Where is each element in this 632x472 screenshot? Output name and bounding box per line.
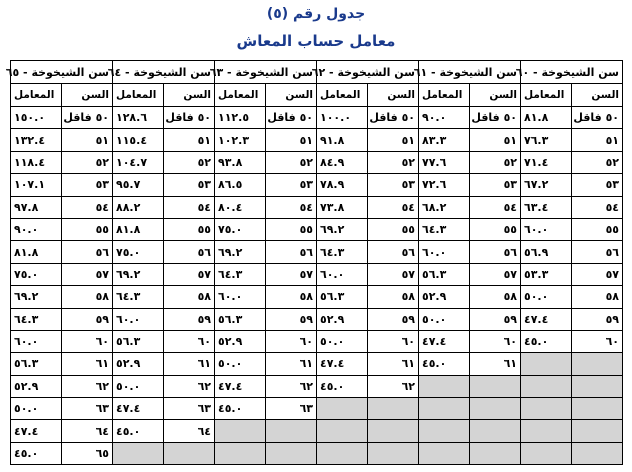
empty-cell (419, 442, 470, 464)
age-cell: ٥٧ (572, 263, 623, 285)
age-cell: ٥٠ فاقل (368, 107, 419, 129)
empty-cell (215, 442, 266, 464)
factor-cell: ٩٠.٠ (419, 107, 470, 129)
age-cell: ٥٨ (164, 286, 215, 308)
table-body (11, 107, 623, 465)
factor-cell: ٦٤.٣ (11, 308, 62, 330)
age-cell: ٥٧ (470, 263, 521, 285)
factor-cell: ٤٧.٤ (419, 330, 470, 352)
factor-cell: ٤٧.٤ (521, 308, 572, 330)
age-cell: ٥٨ (572, 286, 623, 308)
factor-cell: ١٠٤.٧ (113, 151, 164, 173)
age-cell: ٦٢ (266, 375, 317, 397)
factor-cell: ٧٨.٩ (317, 174, 368, 196)
age-cell: ٦٤ (62, 420, 113, 442)
factor-cell: ٤٧.٤ (317, 353, 368, 375)
age-cell: ٥٨ (266, 286, 317, 308)
factor-cell: ٤٧.٤ (215, 375, 266, 397)
age-cell: ٥٥ (164, 218, 215, 240)
empty-cell (572, 353, 623, 375)
age-cell: ٥٣ (164, 174, 215, 196)
factor-cell: ٦٠.٠ (317, 263, 368, 285)
table-row (11, 129, 623, 151)
age-cell: ٥٢ (164, 151, 215, 173)
factor-cell: ٥٦.٣ (317, 286, 368, 308)
table-row (11, 353, 623, 375)
empty-cell (113, 442, 164, 464)
factor-cell: ٧٥.٠ (11, 263, 62, 285)
age-column-header: السن (266, 84, 317, 107)
factor-cell: ٥٣.٣ (521, 263, 572, 285)
age-cell: ٥٧ (266, 263, 317, 285)
factor-cell: ٥٦.٩ (521, 241, 572, 263)
factor-cell: ٦٠.٠ (419, 241, 470, 263)
empty-cell (470, 442, 521, 464)
factor-cell: ٨٣.٣ (419, 129, 470, 151)
age-cell: ٥٢ (470, 151, 521, 173)
factor-column-header: المعامل (215, 84, 266, 107)
age-cell: ٥١ (368, 129, 419, 151)
factor-cell: ٦٩.٢ (215, 241, 266, 263)
factor-cell: ١١٥.٤ (113, 129, 164, 151)
factor-cell: ٥٦.٣ (113, 330, 164, 352)
factor-cell: ٤٥.٠ (215, 398, 266, 420)
factor-cell: ٦٤.٣ (419, 218, 470, 240)
age-cell: ٦٣ (266, 398, 317, 420)
retirement-age-group-header: سن الشيخوخة - ٦٤ (113, 61, 215, 84)
empty-cell (317, 398, 368, 420)
factor-cell: ٥٢.٩ (419, 286, 470, 308)
table-row (11, 375, 623, 397)
factor-cell: ٦٧.٢ (521, 174, 572, 196)
factor-cell: ٩٧.٨ (11, 196, 62, 218)
empty-cell (572, 375, 623, 397)
empty-cell (266, 442, 317, 464)
factor-cell: ٥٦.٣ (11, 353, 62, 375)
factor-cell: ٤٧.٤ (11, 420, 62, 442)
factor-cell: ٨٤.٩ (317, 151, 368, 173)
factor-cell: ٦٠.٠ (215, 286, 266, 308)
age-cell: ٥٤ (470, 196, 521, 218)
factor-cell: ٦٩.٢ (317, 218, 368, 240)
age-cell: ٦٠ (470, 330, 521, 352)
table-row (11, 151, 623, 173)
age-cell: ٥٢ (572, 151, 623, 173)
age-cell: ٥٤ (164, 196, 215, 218)
factor-cell: ١٠٠.٠ (317, 107, 368, 129)
retirement-age-group-header: سن الشيخوخة - ٦٠ (521, 61, 623, 84)
age-cell: ٥٩ (368, 308, 419, 330)
factor-cell: ٧٥.٠ (113, 241, 164, 263)
age-cell: ٥٦ (470, 241, 521, 263)
table-row (11, 308, 623, 330)
empty-cell (470, 375, 521, 397)
age-cell: ٥٩ (470, 308, 521, 330)
age-cell: ٥١ (62, 129, 113, 151)
age-cell: ٥٦ (368, 241, 419, 263)
empty-cell (521, 420, 572, 442)
age-cell: ٥٢ (62, 151, 113, 173)
factor-cell: ١٣٢.٤ (11, 129, 62, 151)
empty-cell (572, 420, 623, 442)
factor-cell: ٨٠.٤ (215, 196, 266, 218)
age-cell: ٥٠ فاقل (62, 107, 113, 129)
table-row (11, 420, 623, 442)
factor-cell: ٥٠.٠ (521, 286, 572, 308)
age-column-header: السن (62, 84, 113, 107)
age-cell: ٦١ (470, 353, 521, 375)
factor-cell: ٤٥.٠ (11, 442, 62, 464)
factor-cell: ٤٧.٤ (113, 398, 164, 420)
factor-cell: ٧٣.٨ (317, 196, 368, 218)
age-cell: ٦٠ (164, 330, 215, 352)
age-cell: ٥٦ (266, 241, 317, 263)
table-caption: معامل حساب المعاش (236, 32, 396, 50)
age-cell: ٥٦ (164, 241, 215, 263)
factor-cell: ٨١.٨ (11, 241, 62, 263)
factor-cell: ٩٣.٨ (215, 151, 266, 173)
factor-cell: ٧٦.٣ (521, 129, 572, 151)
factor-cell: ٩١.٨ (317, 129, 368, 151)
factor-column-header: المعامل (317, 84, 368, 107)
factor-column-header: المعامل (419, 84, 470, 107)
factor-cell: ١٠٢.٣ (215, 129, 266, 151)
age-cell: ٥١ (572, 129, 623, 151)
table-row (11, 398, 623, 420)
group-header-row (11, 61, 623, 84)
age-cell: ٦٠ (62, 330, 113, 352)
factor-cell: ٦٠.٠ (113, 308, 164, 330)
factor-cell: ٥٠.٠ (113, 375, 164, 397)
age-cell: ٥٠ فاقل (572, 107, 623, 129)
age-cell: ٦١ (368, 353, 419, 375)
age-cell: ٦٣ (62, 398, 113, 420)
factor-cell: ٩٥.٧ (113, 174, 164, 196)
age-cell: ٥٥ (62, 218, 113, 240)
age-column-header: السن (368, 84, 419, 107)
factor-cell: ١٠٧.١ (11, 174, 62, 196)
empty-cell (368, 442, 419, 464)
age-cell: ٥٥ (572, 218, 623, 240)
factor-cell: ٥٢.٩ (317, 308, 368, 330)
factor-cell: ٤٥.٠ (521, 330, 572, 352)
age-cell: ٦٠ (368, 330, 419, 352)
age-cell: ٥١ (266, 129, 317, 151)
factor-cell: ١٢٨.٦ (113, 107, 164, 129)
factor-cell: ٧٢.٦ (419, 174, 470, 196)
age-cell: ٥٠ فاقل (164, 107, 215, 129)
age-cell: ٥٠ فاقل (266, 107, 317, 129)
retirement-age-group-header: سن الشيخوخة - ٦٢ (317, 61, 419, 84)
empty-cell (572, 442, 623, 464)
factor-cell: ٤٥.٠ (317, 375, 368, 397)
factor-cell: ٩٠.٠ (11, 218, 62, 240)
factor-cell: ٦٤.٣ (215, 263, 266, 285)
empty-cell (368, 398, 419, 420)
age-cell: ٥١ (164, 129, 215, 151)
column-header-row (11, 84, 623, 107)
factor-cell: ٥٦.٣ (419, 263, 470, 285)
age-cell: ٦٢ (368, 375, 419, 397)
empty-cell (317, 420, 368, 442)
age-cell: ٥٦ (572, 241, 623, 263)
factor-cell: ٥٦.٣ (215, 308, 266, 330)
factor-cell: ٦٤.٣ (113, 286, 164, 308)
age-cell: ٦٠ (572, 330, 623, 352)
empty-cell (521, 442, 572, 464)
age-cell: ٥٦ (62, 241, 113, 263)
empty-cell (521, 398, 572, 420)
age-cell: ٦١ (266, 353, 317, 375)
age-cell: ٥٠ فاقل (470, 107, 521, 129)
age-cell: ٥٩ (572, 308, 623, 330)
age-cell: ٥١ (470, 129, 521, 151)
empty-cell (215, 420, 266, 442)
age-cell: ٥٩ (164, 308, 215, 330)
factor-column-header: المعامل (113, 84, 164, 107)
age-cell: ٥٤ (572, 196, 623, 218)
table-number-title: جدول رقم (٥) (266, 6, 366, 22)
pension-factor-table (5, 60, 623, 465)
factor-cell: ٦٠.٠ (11, 330, 62, 352)
empty-cell (419, 420, 470, 442)
age-column-header: السن (572, 84, 623, 107)
age-cell: ٥٣ (470, 174, 521, 196)
retirement-age-group-header: سن الشيخوخة - ٦٣ (215, 61, 317, 84)
factor-cell: ٧٥.٠ (215, 218, 266, 240)
table-row (11, 330, 623, 352)
age-column-header: السن (164, 84, 215, 107)
empty-cell (470, 420, 521, 442)
table-row (11, 196, 623, 218)
age-cell: ٥٨ (470, 286, 521, 308)
factor-cell: ٦٤.٣ (317, 241, 368, 263)
age-cell: ٥٧ (62, 263, 113, 285)
empty-cell (164, 442, 215, 464)
empty-cell (419, 398, 470, 420)
empty-cell (521, 375, 572, 397)
factor-cell: ٨١.٨ (521, 107, 572, 129)
factor-cell: ٥٢.٩ (215, 330, 266, 352)
table-row (11, 263, 623, 285)
table-row (11, 174, 623, 196)
empty-cell (521, 353, 572, 375)
age-cell: ٥٥ (266, 218, 317, 240)
factor-cell: ٧٧.٦ (419, 151, 470, 173)
factor-cell: ٥٢.٩ (113, 353, 164, 375)
empty-cell (317, 442, 368, 464)
age-cell: ٥٥ (470, 218, 521, 240)
retirement-age-group-header: سن الشيخوخة - ٦١ (419, 61, 521, 84)
age-cell: ٥٨ (62, 286, 113, 308)
table-row (11, 241, 623, 263)
factor-cell: ١١٢.٥ (215, 107, 266, 129)
factor-cell: ٦٠.٠ (521, 218, 572, 240)
empty-cell (470, 398, 521, 420)
empty-cell (572, 398, 623, 420)
age-column-header: السن (470, 84, 521, 107)
age-cell: ٥٤ (266, 196, 317, 218)
table-row (11, 107, 623, 129)
empty-cell (419, 375, 470, 397)
age-cell: ٥٥ (368, 218, 419, 240)
age-cell: ٦١ (164, 353, 215, 375)
factor-column-header: المعامل (521, 84, 572, 107)
factor-cell: ٦٨.٢ (419, 196, 470, 218)
age-cell: ٦٤ (164, 420, 215, 442)
empty-cell (368, 420, 419, 442)
age-cell: ٦٥ (62, 442, 113, 464)
age-cell: ٦٢ (62, 375, 113, 397)
factor-cell: ٨١.٨ (113, 218, 164, 240)
age-cell: ٥٧ (164, 263, 215, 285)
empty-cell (266, 420, 317, 442)
age-cell: ٥٣ (62, 174, 113, 196)
age-cell: ٥٣ (266, 174, 317, 196)
age-cell: ٥٢ (266, 151, 317, 173)
age-cell: ٥٤ (62, 196, 113, 218)
age-cell: ٥٣ (368, 174, 419, 196)
factor-cell: ٨٦.٥ (215, 174, 266, 196)
factor-cell: ٥٠.٠ (317, 330, 368, 352)
age-cell: ٦٠ (266, 330, 317, 352)
factor-cell: ٤٥.٠ (113, 420, 164, 442)
factor-cell: ٥٢.٩ (11, 375, 62, 397)
age-cell: ٥٩ (266, 308, 317, 330)
factor-cell: ٥٠.٠ (11, 398, 62, 420)
retirement-age-group-header: سن الشيخوخة - ٦٥ (11, 61, 113, 84)
table-row (11, 286, 623, 308)
factor-cell: ٥٠.٠ (215, 353, 266, 375)
table-row (11, 442, 623, 464)
age-cell: ٥٧ (368, 263, 419, 285)
age-cell: ٥٣ (572, 174, 623, 196)
factor-cell: ١٥٠.٠ (11, 107, 62, 129)
age-cell: ٥٨ (368, 286, 419, 308)
age-cell: ٥٤ (368, 196, 419, 218)
factor-cell: ٦٩.٢ (113, 263, 164, 285)
factor-cell: ٨٨.٢ (113, 196, 164, 218)
factor-column-header: المعامل (11, 84, 62, 107)
factor-cell: ٤٥.٠ (419, 353, 470, 375)
age-cell: ٦١ (62, 353, 113, 375)
table-row (11, 218, 623, 240)
factor-cell: ٦٣.٤ (521, 196, 572, 218)
factor-cell: ٧١.٤ (521, 151, 572, 173)
age-cell: ٥٩ (62, 308, 113, 330)
age-cell: ٦٢ (164, 375, 215, 397)
factor-cell: ٦٩.٢ (11, 286, 62, 308)
age-cell: ٥٢ (368, 151, 419, 173)
factor-cell: ٥٠.٠ (419, 308, 470, 330)
factor-cell: ١١٨.٤ (11, 151, 62, 173)
age-cell: ٦٣ (164, 398, 215, 420)
